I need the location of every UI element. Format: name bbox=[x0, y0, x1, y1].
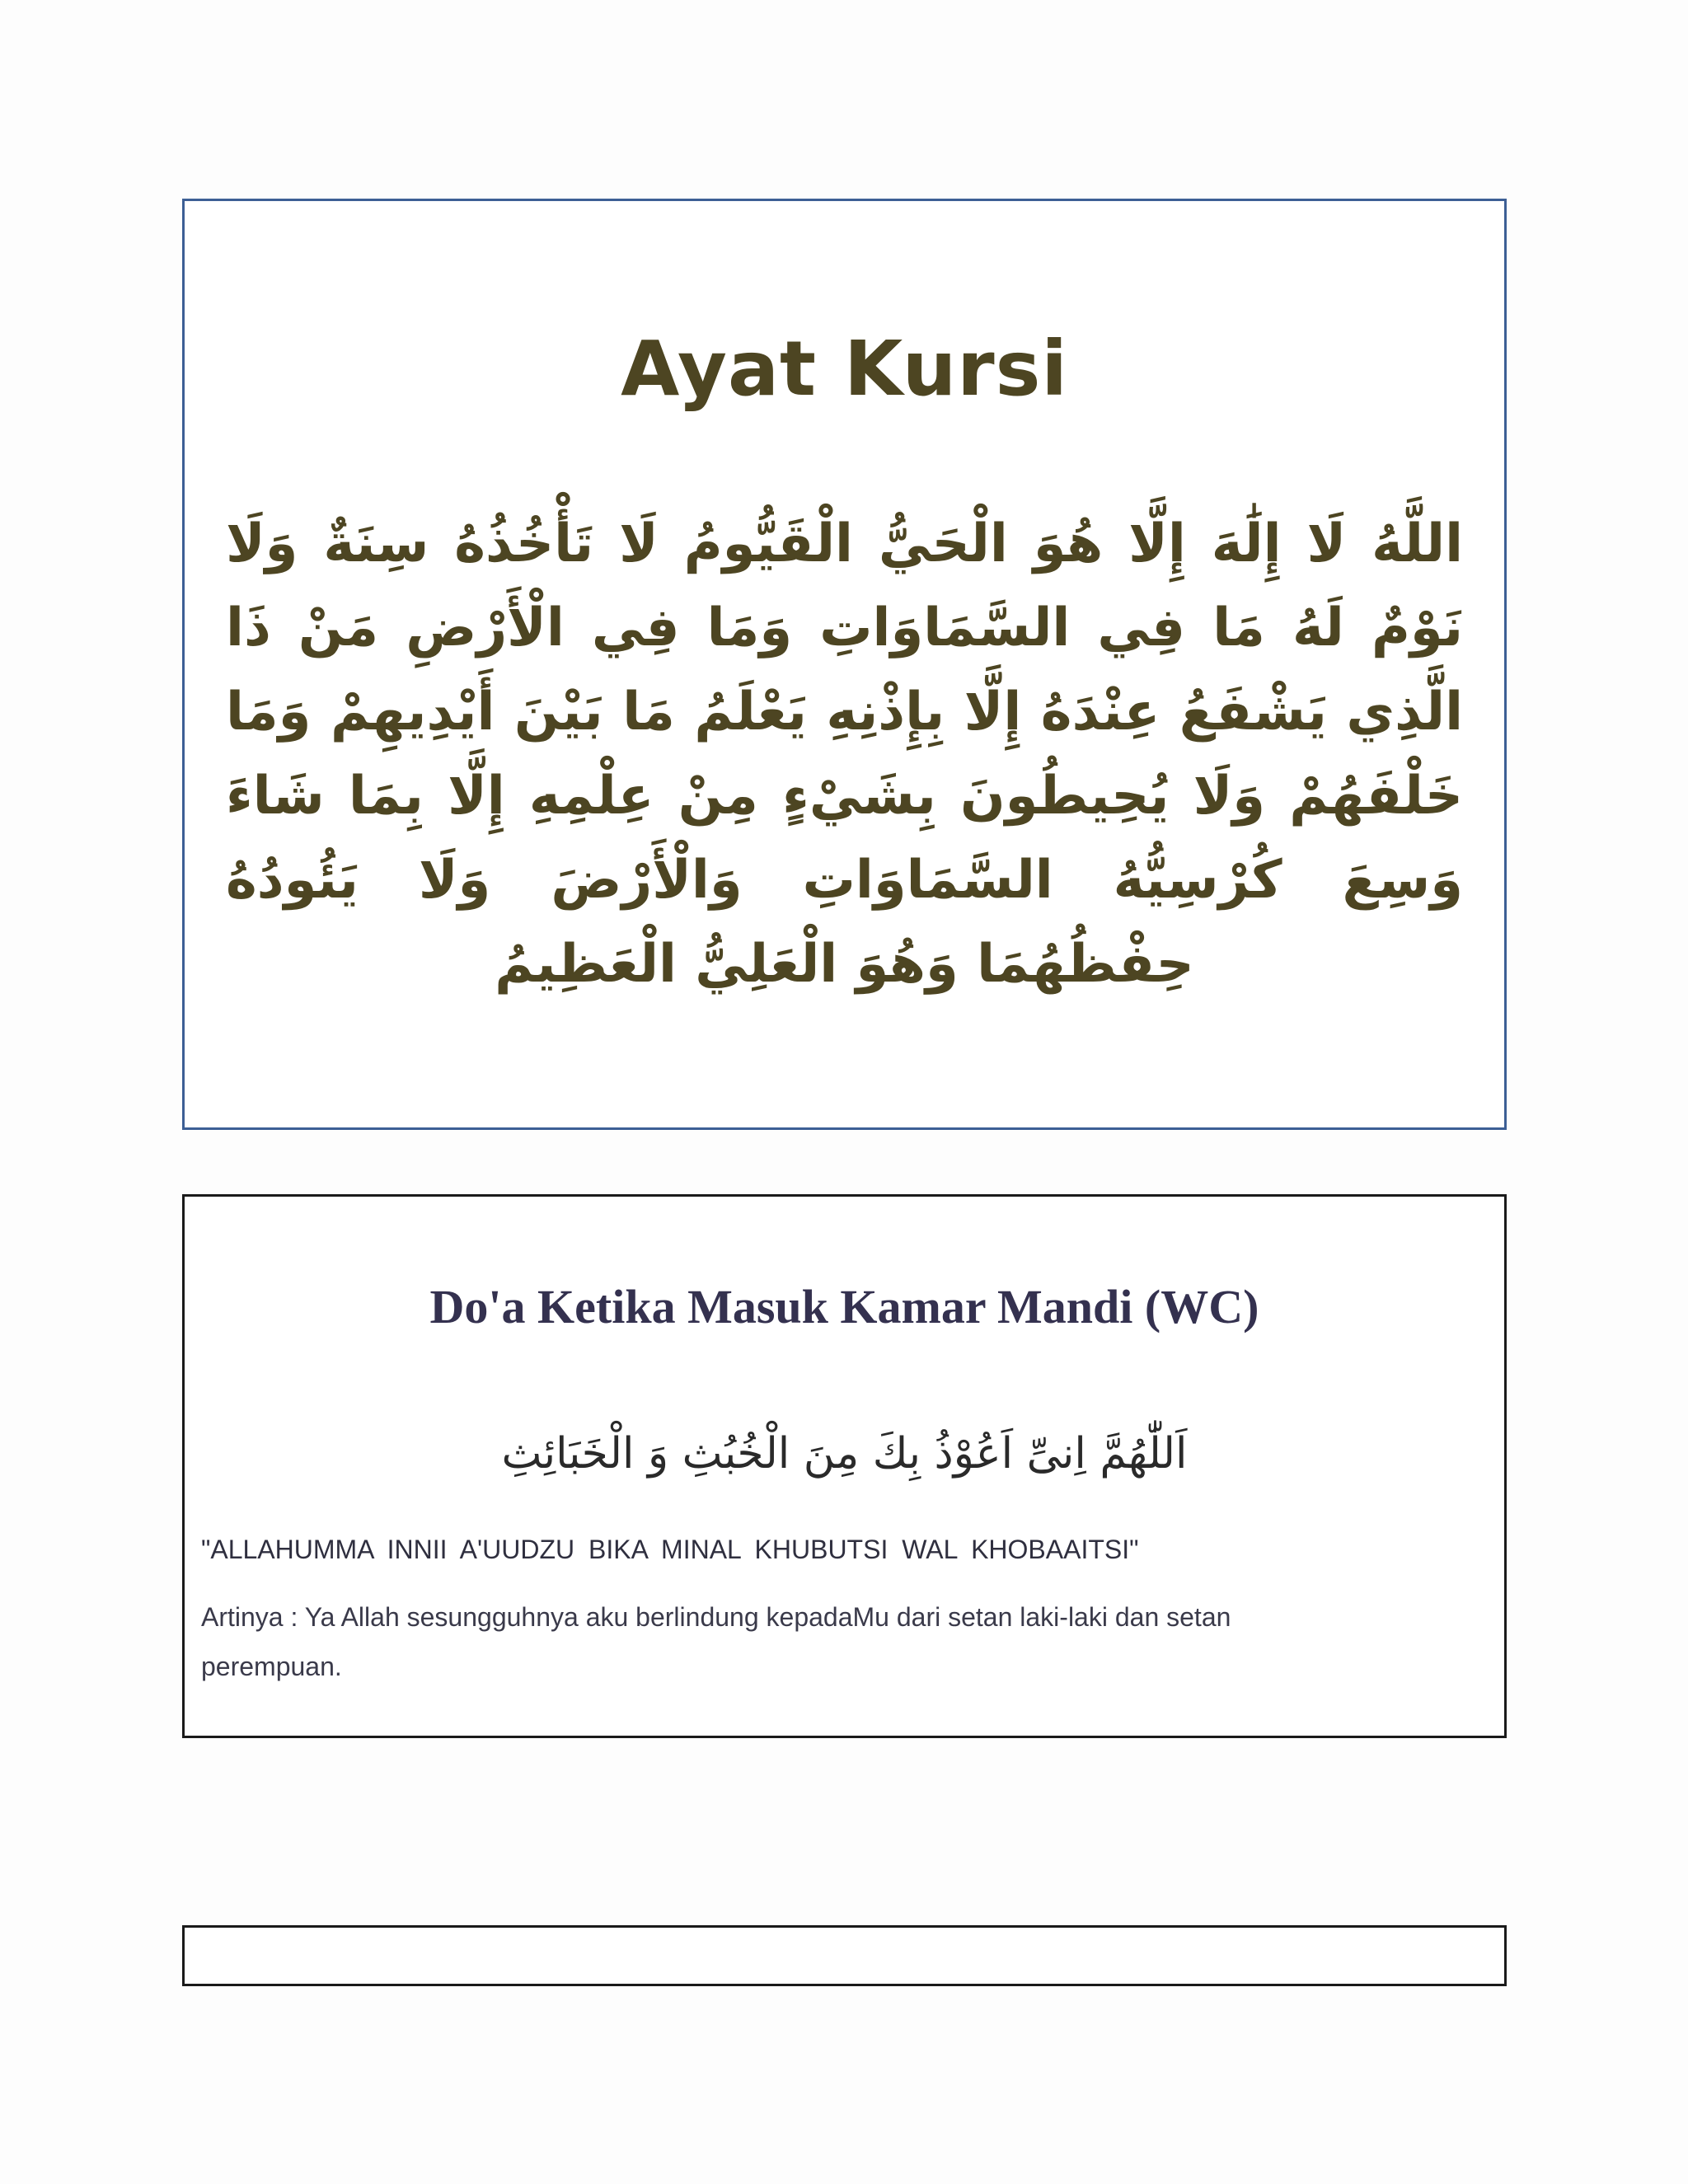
empty-card bbox=[182, 1925, 1507, 1986]
doa-title: Do'a Ketika Masuk Kamar Mandi (WC) bbox=[429, 1280, 1259, 1333]
doa-arabic-text: اَللّٰهُمَّ اِنىِّ اَعُوْذُ بِكَ مِنَ الْخُبُثِ وَ الْخَبَائِثِ bbox=[501, 1429, 1188, 1479]
ayat-kursi-card bbox=[182, 199, 1507, 1130]
ayat-kursi-arabic-text: اللَّهُ لَا إِلَٰهَ إِلَّا هُوَ الْحَيُّ الْقَيُّومُ لَا تَأْخُذُهُ سِنَةٌ وَلَا نَوْمٌ لَهُ مَا فِي السَّمَاوَاتِ وَمَا فِي الْأَرْضِ مَنْ ذَا الَّذِي يَشْفَعُ عِنْدَهُ إِلَّا بِإِذْنِهِ يَعْلَمُ مَا بَيْنَ أَيْدِيهِمْ وَمَا خَلْفَهُمْ وَلَا يُحِيطُونَ بِشَيْءٍ مِنْ عِلْمِهِ إِلَّا بِمَا شَاءَ وَسِعَ كُرْسِيُّهُ السَّمَاوَاتِ وَالْأَرْضَ وَلَا يَئُودُهُ حِفْظُهُمَا وَهُوَ الْعَلِيُّ الْعَظِيمُ bbox=[226, 513, 1463, 995]
doa-translation: Artinya : Ya Allah sesungguhnya aku berlindung kepadaMu dari setan laki-laki dan setan perempuan. bbox=[201, 1602, 1231, 1681]
doa-transliteration: "ALLAHUMMA INNII A'UUDZU BIKA MINAL KHUBUTSI WAL KHOBAAITSI" bbox=[201, 1535, 1139, 1564]
ayat-kursi-title: Ayat Kursi bbox=[621, 325, 1068, 413]
doa-masuk-wc-card bbox=[182, 1194, 1507, 1738]
